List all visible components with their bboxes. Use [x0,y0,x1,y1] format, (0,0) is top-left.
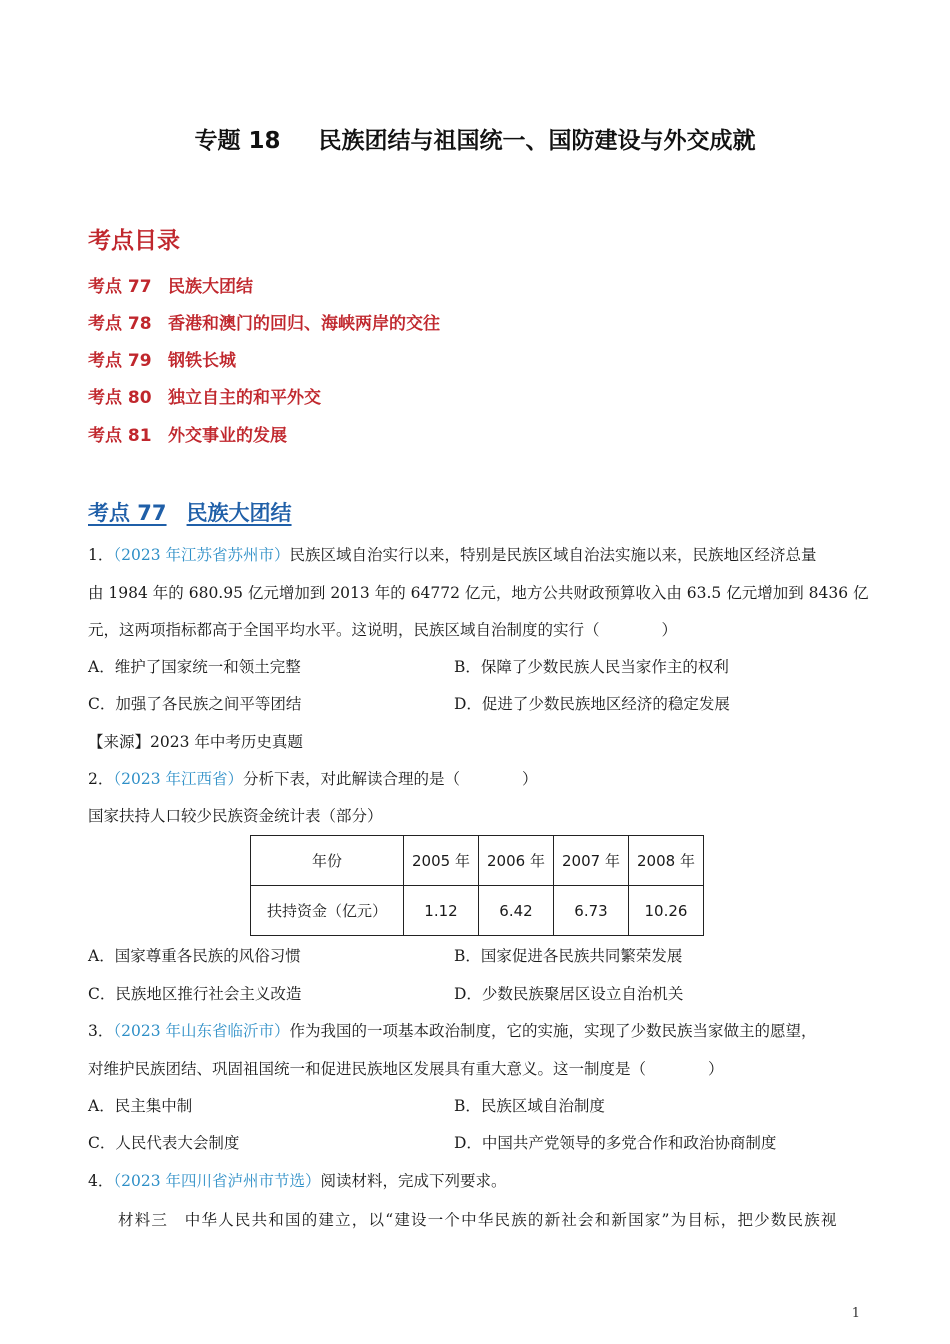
question-1-line-2: 由 1984 年的 680.95 亿元增加到 2013 年的 64772 亿元，地方公共财政预算收入由 63.5 亿元增加到 8436 亿 [88,584,869,602]
funding-table [250,835,704,936]
toc-item-code: 考点 81 [88,426,152,446]
question-3-option-b[interactable]: B．民族区域自治制度 [454,1097,605,1115]
question-source: （2023 年江苏省苏州市） [113,546,290,564]
question-source: （2023 年山东省临沂市） [113,1022,290,1040]
question-text: 民族区域自治实行以来，特别是民族区域自治法实施以来，民族地区经济总量 [289,546,817,564]
page-number: 1 [851,1306,860,1321]
table-cell: 1.12 [404,886,479,936]
table-header-cell: 2007 年 [554,836,629,886]
question-2-option-a[interactable]: A．国家尊重各民族的风俗习惯 [88,947,301,965]
table-header-cell: 2008 年 [629,836,704,886]
question-2-line-1 [88,769,868,789]
material-text [88,1210,878,1230]
table-cell: 6.42 [479,886,554,936]
toc-item-label: 民族大团结 [168,277,253,297]
toc-item[interactable] [88,421,287,446]
toc-item-label: 香港和澳门的回归、海峡两岸的交往 [168,314,440,334]
table-header-cell: 2005 年 [404,836,479,886]
table-row [251,886,704,936]
question-2-option-c[interactable]: C．民族地区推行社会主义改造 [88,985,302,1003]
question-source: （2023 年四川省泸州市节选） [113,1172,321,1190]
question-2-option-d[interactable]: D．少数民族聚居区设立自治机关 [454,985,684,1003]
toc-item[interactable] [88,346,236,371]
question-1-option-b[interactable]: B．保障了少数民族人民当家作主的权利 [454,658,729,676]
toc-item[interactable] [88,309,440,334]
question-source: （2023 年江西省） [113,770,243,788]
question-text: 作为我国的一项基本政治制度，它的实施，实现了少数民族当家做主的愿望， [289,1022,817,1040]
toc-item-code: 考点 77 [88,277,152,297]
question-1-line-1 [88,545,868,565]
section-heading[interactable] [88,497,292,527]
table-header-cell: 2006 年 [479,836,554,886]
table-cell: 10.26 [629,886,704,936]
page-title [0,122,950,155]
table-header-row [251,836,704,886]
question-1-option-d[interactable]: D．促进了少数民族地区经济的稳定发展 [454,695,730,713]
question-1-option-a[interactable]: A．维护了国家统一和领土完整 [88,658,301,676]
section-label: 民族大团结 [186,501,292,525]
toc-item-code: 考点 79 [88,351,152,371]
question-number: 2． [88,770,114,788]
title-text: 民族团结与祖国统一、国防建设与外交成就 [318,128,756,154]
toc-item-code: 考点 78 [88,314,152,334]
toc-item-code: 考点 80 [88,388,152,408]
question-1-line-3: 元，这两项指标都高于全国平均水平。这说明，民族区域自治制度的实行（ ） [88,621,678,639]
question-2-option-b[interactable]: B．国家促进各民族共同繁荣发展 [454,947,683,965]
toc-heading: 考点目录 [88,228,180,254]
question-number: 4． [88,1172,114,1190]
question-3-line-2: 对维护民族团结、巩固祖国统一和促进民族地区发展具有重大意义。这一制度是（ ） [88,1060,724,1078]
question-text: 阅读材料，完成下列要求。 [320,1172,507,1190]
section-code: 考点 77 [88,501,167,525]
question-3-option-a[interactable]: A．民主集中制 [88,1097,193,1115]
table-cell: 扶持资金（亿元） [251,886,404,936]
question-1-source-note: 【来源】2023 年中考历史真题 [88,733,303,751]
table-caption: 国家扶持人口较少民族资金统计表（部分） [88,807,383,825]
toc-item-label: 外交事业的发展 [168,426,287,446]
table-cell: 6.73 [554,886,629,936]
question-number: 3． [88,1022,114,1040]
toc-item[interactable] [88,383,321,408]
question-3-option-d[interactable]: D．中国共产党领导的多党合作和政治协商制度 [454,1134,777,1152]
toc-item[interactable] [88,272,253,297]
question-3-line-1 [88,1021,868,1041]
toc-item-label: 独立自主的和平外交 [168,388,321,408]
question-text: 分析下表，对此解读合理的是（ ） [243,770,538,788]
material-three: 材料三 中华人民共和国的建立，以“建设一个中华民族的新社会和新国家”为目标，把少数民族视 [118,1211,838,1229]
toc-item-label: 钢铁长城 [168,351,236,371]
table-header-cell: 年份 [251,836,404,886]
question-4-line-1 [88,1171,868,1191]
question-number: 1． [88,546,114,564]
title-prefix: 专题 18 [194,128,281,154]
question-1-option-c[interactable]: C．加强了各民族之间平等团结 [88,695,302,713]
question-3-option-c[interactable]: C．人民代表大会制度 [88,1134,240,1152]
